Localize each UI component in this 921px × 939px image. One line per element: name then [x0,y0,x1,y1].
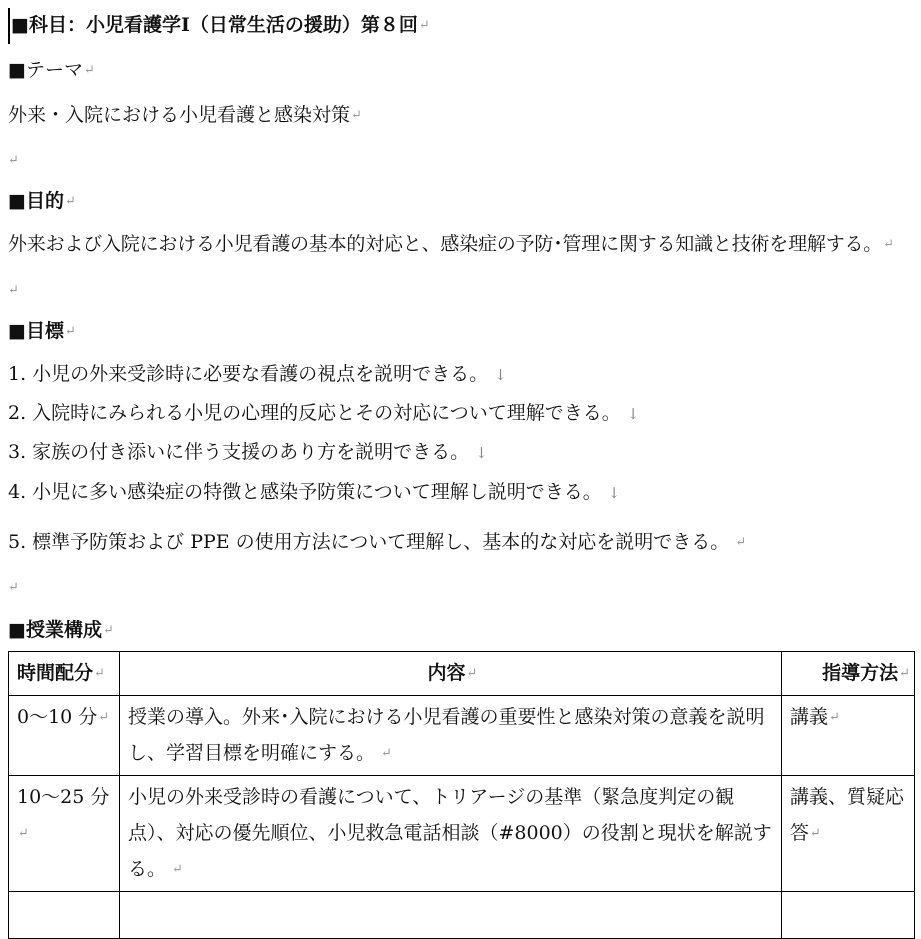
line-break-mark: ↓ [494,366,507,384]
column-header-text: 指導方法 [822,662,899,684]
cell-mark: ↵ [98,710,110,725]
goal-item [8,400,639,427]
paragraph-mark: ↵ [735,535,747,550]
purpose-text [8,231,894,258]
content-cell [120,892,782,939]
cell-mark: ↵ [466,666,478,681]
time-cell [9,696,120,776]
content-cell-text: 授業の導入。外来･入院における小児看護の重要性と感染対策の意義を説明し、学習目標を明確にする。 [128,706,765,764]
table-row [9,696,915,776]
document-title [11,12,430,39]
paragraph-mark: ↵ [8,283,19,298]
line-break-mark: ↓ [475,444,488,462]
paragraph-mark: ↵ [64,324,76,339]
cell-mark: ↵ [172,862,183,877]
goal-item-text: 3. 家族の付き添いに伴う支援のあり方を説明できる。 [8,441,470,463]
structure-heading-text: ■授業構成 [8,619,102,641]
theme-heading [8,57,95,84]
purpose-body-text: 外来および入院における小児看護の基本的対応と、感染症の予防･管理に関する知識と技術を理解する。 [8,233,883,255]
content-cell [120,696,782,776]
cell-mark: ↵ [94,666,105,681]
column-header-time [9,652,120,696]
time-cell [9,776,120,892]
column-header-text: 時間配分 [17,662,94,684]
time-cell-text: 0～10 分 [17,706,98,728]
line-break-mark: ↓ [626,405,640,423]
empty-paragraph [8,145,19,174]
goal-item [8,439,488,466]
paragraph-mark: ↵ [64,194,76,209]
paragraph-mark: ↵ [351,108,362,123]
table-header-row [9,652,915,696]
goal-item-text: 5. 標準予防策および PPE の使用方法について理解し、基本的な対応を説明できる。 [8,531,730,553]
theme-body-text: 外来・入院における小児看護と感染対策 [8,104,351,126]
empty-paragraph [8,275,19,304]
method-cell [782,696,915,776]
column-header-text: 内容 [427,662,466,684]
cell-mark: ↵ [829,710,840,725]
goal-item [8,361,507,388]
lesson-structure-table [8,651,915,939]
theme-heading-text: ■テーマ [8,59,83,81]
purpose-heading [8,188,76,215]
column-header-method [782,652,915,696]
goal-item-text: 1. 小児の外来受診時に必要な看護の視点を説明できる。 [8,363,489,385]
content-cell [120,776,782,892]
table-row [9,776,915,892]
goals-heading-text: ■目標 [8,320,64,342]
table-row-partial [9,892,915,939]
paragraph-mark: ↵ [883,237,894,252]
goal-item [8,529,746,556]
cell-mark: ↵ [810,826,821,841]
cell-mark: ↵ [18,826,29,841]
structure-heading [8,617,114,644]
purpose-heading-text: ■目的 [8,190,64,212]
line-break-mark: ↓ [607,484,621,502]
paragraph-mark: ↵ [8,580,19,595]
time-cell [9,892,120,939]
paragraph-mark: ↵ [102,623,114,638]
method-cell-text: 講義、質疑応答 [790,786,905,844]
method-cell-text: 講義 [790,706,829,728]
goal-item-text: 4. 小児に多い感染症の特徴と感染予防策について理解し説明できる。 [8,481,602,503]
goal-item-text: 2. 入院時にみられる小児の心理的反応とその対応について理解できる。 [8,402,621,424]
method-cell [782,892,915,939]
paragraph-mark: ↵ [83,63,95,78]
time-cell-text: 10～25 分 [17,786,110,808]
method-cell [782,776,915,892]
text-cursor [8,8,10,44]
column-header-content [120,652,782,696]
paragraph-mark: ↵ [418,18,430,33]
document-title-text: ■科目：小児看護学Ⅰ（日常生活の援助）第８回 [11,14,418,36]
content-cell-text: 小児の外来受診時の看護について、トリアージの基準（緊急度判定の観点）、対応の優先順位、小児救急電話相談（#8000）の役割と現状を解説する。 [128,786,772,880]
empty-paragraph [8,572,19,601]
paragraph-mark: ↵ [8,153,19,168]
goal-item [8,479,620,506]
theme-text [8,102,362,129]
cell-mark: ↵ [381,746,392,761]
goals-heading [8,318,76,345]
cell-mark: ↵ [899,666,910,681]
